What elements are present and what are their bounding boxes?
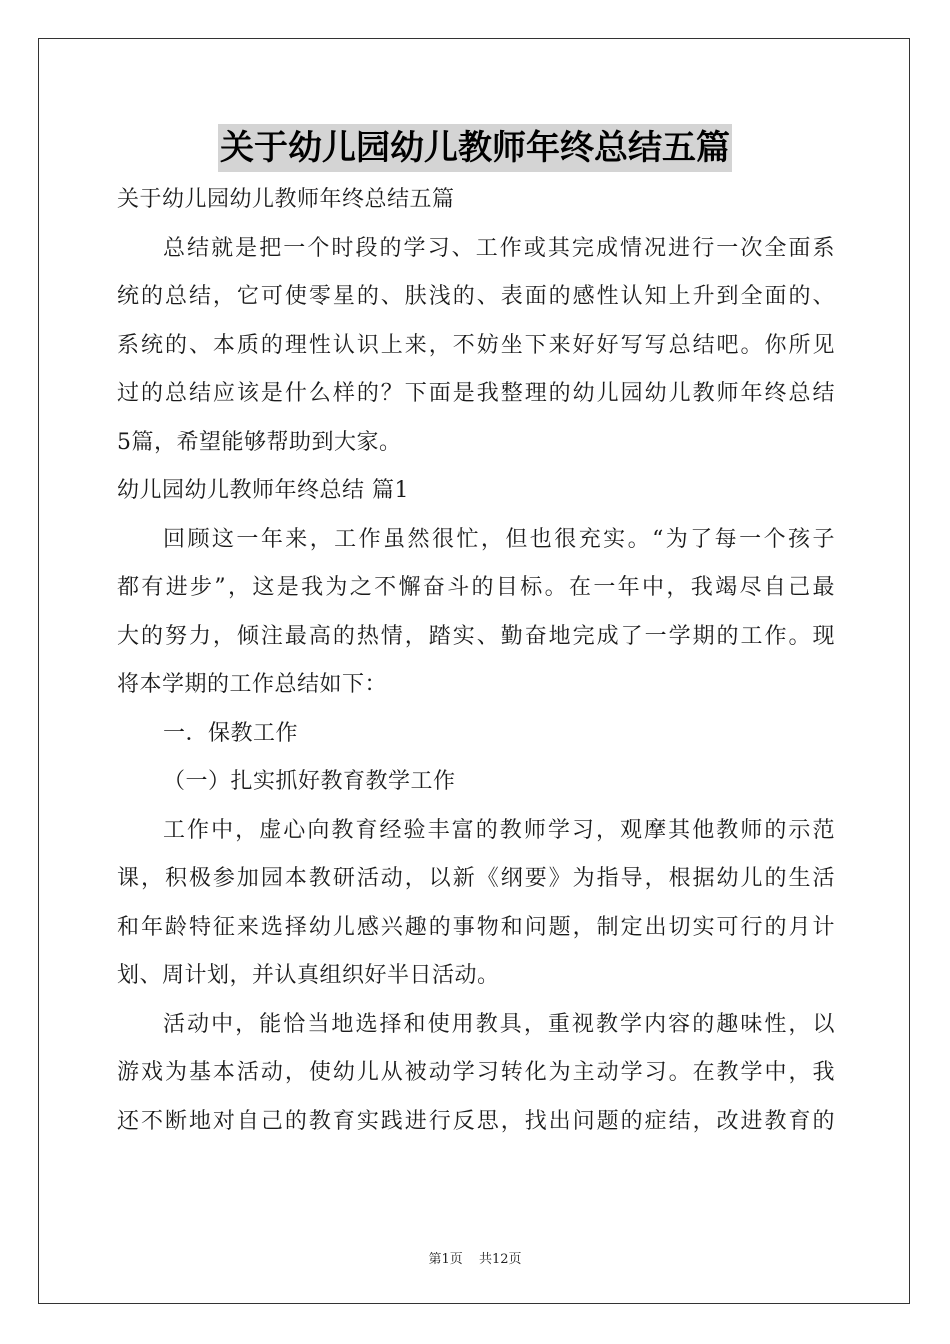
text-line: 工作中，虚心向教育经验丰富的教师学习，观摩其他教师的示范 (163, 817, 835, 843)
text-line: 统的总结，它可使零星的、肤浅的、表面的感性认知上升到全面的、 (117, 284, 835, 309)
text-line: 关于幼儿园幼儿教师年终总结五篇 (117, 187, 455, 212)
page-footer (0, 1248, 950, 1267)
page-number: 第1页 (428, 1252, 463, 1267)
text-line: 幼儿园幼儿教师年终总结 篇1 (117, 478, 409, 503)
text-line: 总结就是把一个时段的学习、工作或其完成情况进行一次全面系 (163, 235, 835, 261)
text-line: 都有进步”，这是我为之不懈奋斗的目标。在一年中，我竭尽自己最 (117, 575, 835, 600)
document-body (117, 176, 835, 1146)
document-title: 关于幼儿园幼儿教师年终总结五篇 (218, 124, 732, 172)
text-line: 将本学期的工作总结如下： (117, 672, 388, 697)
text-line: 划、周计划，并认真组织好半日活动。 (117, 963, 500, 988)
text-line: 活动中，能恰当地选择和使用教具，重视教学内容的趣味性，以 (163, 1011, 835, 1037)
text-line: 过的总结应该是什么样的？下面是我整理的幼儿园幼儿教师年终总结 (117, 381, 835, 406)
text-line: 游戏为基本活动，使幼儿从被动学习转化为主动学习。在教学中，我 (117, 1060, 835, 1085)
text-line: 和年龄特征来选择幼儿感兴趣的事物和问题，制定出切实可行的月计 (117, 914, 835, 940)
text-line: （一）扎实抓好教育教学工作 (163, 769, 456, 794)
text-line: 大的努力，倾注最高的热情，踏实、勤奋地完成了一学期的工作。现 (117, 623, 835, 649)
text-line: 一．保教工作 (163, 720, 299, 746)
text-line: 5篇，希望能够帮助到大家。 (117, 429, 402, 455)
title-container (0, 124, 950, 172)
text-line: 回顾这一年来，工作虽然很忙，但也很充实。“为了每一个孩子 (163, 526, 835, 552)
text-line: 系统的、本质的理性认识上来，不妨坐下来好好写写总结吧。你所见 (117, 332, 835, 358)
text-line: 还不断地对自己的教育实践进行反思，找出问题的症结，改进教育的 (117, 1108, 835, 1134)
page-total: 共12页 (478, 1252, 522, 1267)
text-line: 课，积极参加园本教研活动，以新《纲要》为指导，根据幼儿的生活 (117, 866, 835, 891)
